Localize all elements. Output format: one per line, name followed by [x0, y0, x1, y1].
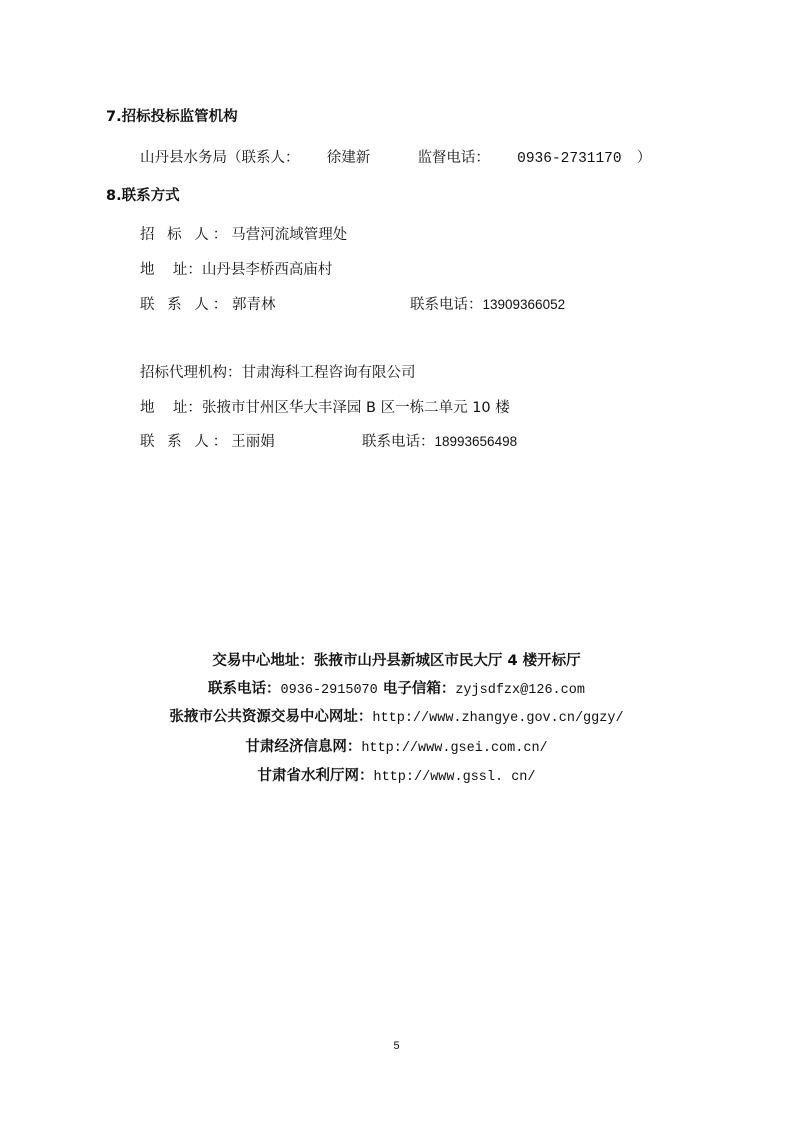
supervision-close-paren: ） — [636, 150, 652, 166]
water-resources-url-line — [0, 766, 793, 788]
trading-center-address-label: 交易中心地址： — [212, 653, 314, 669]
trading-center-email-label: 电子信箱： — [382, 681, 456, 697]
tenderer-contact-line — [140, 295, 231, 315]
agent-address-label: 地 址： — [140, 400, 202, 416]
section-7-title: 7.招标投标监管机构 — [106, 109, 238, 125]
gsei-url[interactable]: http://www.gsei.com.cn/ — [361, 741, 548, 756]
agent-phone: 18993656498 — [434, 434, 518, 449]
supervision-contact-name: 徐建新 — [326, 150, 371, 166]
agent-contact-name: 王丽娟 — [231, 434, 275, 450]
page-number: 5 — [393, 1040, 400, 1052]
tenderer-address: 山丹县李桥西高庙村 — [201, 262, 333, 278]
agent-phone-line — [362, 432, 517, 452]
trading-center-email: zyjsdfzx@126.com — [455, 683, 585, 698]
tenderer-address-label: 地 址： — [140, 262, 202, 278]
tenderer-label: 招 标 人： — [140, 227, 232, 243]
trading-center-address: 张掖市山丹县新城区市民大厅 4 楼开标厅 — [313, 653, 581, 669]
supervision-phone-label: 监督电话： — [417, 150, 490, 166]
trading-center-contact-line — [0, 679, 793, 701]
resource-center-url[interactable]: http://www.zhangye.gov.cn/ggzy/ — [372, 711, 624, 726]
section-8-title: 8.联系方式 — [106, 188, 180, 204]
tenderer-phone-label: 联系电话： — [410, 297, 483, 313]
tenderer-phone-line — [410, 295, 565, 315]
agent-label: 招标代理机构： — [140, 365, 242, 381]
tenderer-contact-name: 郭青林 — [232, 297, 276, 313]
trading-center-phone-label: 联系电话： — [208, 681, 281, 697]
agent-phone-label: 联系电话： — [362, 434, 435, 450]
supervision-agency: 山丹县水务局（联系人： — [140, 150, 300, 166]
agent-contact-line — [140, 432, 275, 452]
water-resources-url[interactable]: http://www.gssl. cn/ — [373, 770, 536, 785]
supervision-phone: 0936-2731170 — [517, 151, 622, 167]
resource-center-label: 张掖市公共资源交易中心网址： — [169, 709, 373, 725]
supervision-line — [140, 148, 651, 169]
gsei-label: 甘肃经济信息网： — [245, 739, 362, 755]
trading-center-phone: 0936-2915070 — [280, 683, 378, 698]
tenderer-contact-label: 联 系 人： — [140, 297, 232, 313]
agent-address: 张掖市甘州区华大丰泽园 B 区一栋二单元 10 楼 — [201, 400, 510, 416]
agent-address-line — [140, 398, 510, 418]
agent-contact-label: 联 系 人： — [140, 434, 232, 450]
agent-line — [140, 363, 416, 383]
gsei-url-line — [0, 737, 793, 759]
tenderer-name: 马营河流域管理处 — [231, 227, 348, 243]
resource-center-url-line — [0, 707, 793, 729]
agent-name: 甘肃海科工程咨询有限公司 — [241, 365, 416, 381]
trading-center-address-line — [0, 651, 793, 671]
tenderer-phone: 13909366052 — [482, 297, 566, 312]
water-resources-label: 甘肃省水利厅网： — [257, 768, 374, 784]
tenderer-address-line — [140, 260, 332, 280]
tenderer-line — [140, 225, 347, 245]
